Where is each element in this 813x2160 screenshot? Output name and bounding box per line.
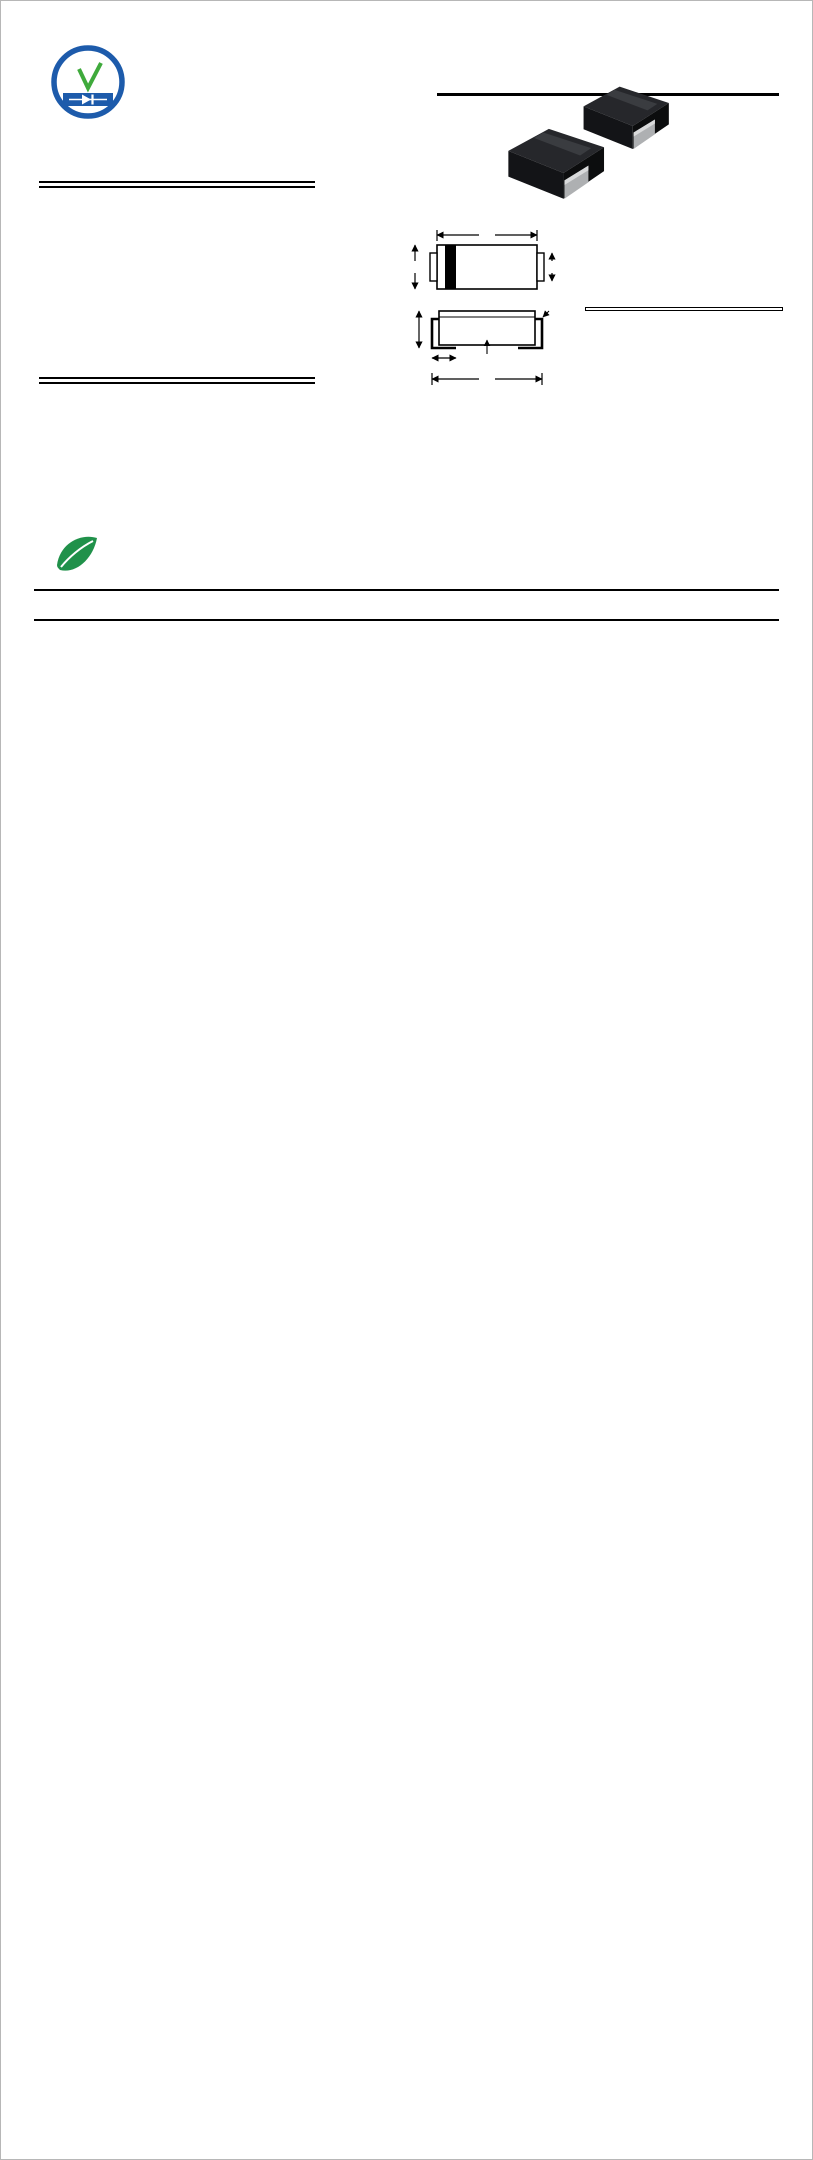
figure-4 xyxy=(405,1555,770,1717)
figure-2 xyxy=(405,1263,770,1431)
mechanical-data-section xyxy=(39,377,315,391)
ratings-heading xyxy=(34,589,779,621)
rohs-badge xyxy=(51,529,191,589)
figure-1-plot xyxy=(97,1269,397,1419)
figure-6 xyxy=(405,1842,770,2022)
voltage-range-line xyxy=(41,143,53,162)
figure-3 xyxy=(41,1555,393,1733)
figure-5 xyxy=(41,1847,393,2005)
package-outline-drawing xyxy=(399,227,589,407)
divider xyxy=(34,619,779,621)
features-section xyxy=(39,181,315,195)
figure-6-plot xyxy=(445,1848,745,1998)
product-photo xyxy=(499,85,674,220)
figure-4-plot xyxy=(445,1561,745,1711)
brand-logo-icon xyxy=(49,43,127,121)
revision-bar xyxy=(6,186,11,199)
smb-package-large xyxy=(508,129,604,199)
revision-bar xyxy=(6,595,11,608)
revision-bar xyxy=(6,147,11,160)
figure-2-plot xyxy=(445,1269,745,1419)
figure-3-plot xyxy=(97,1561,397,1711)
smb-package-small xyxy=(584,87,669,149)
divider xyxy=(39,186,315,188)
dimension-table xyxy=(585,307,783,311)
figure-1 xyxy=(41,1263,393,1431)
revision-bar xyxy=(6,297,11,310)
divider xyxy=(39,382,315,384)
figure-5-plot xyxy=(97,1853,397,2003)
